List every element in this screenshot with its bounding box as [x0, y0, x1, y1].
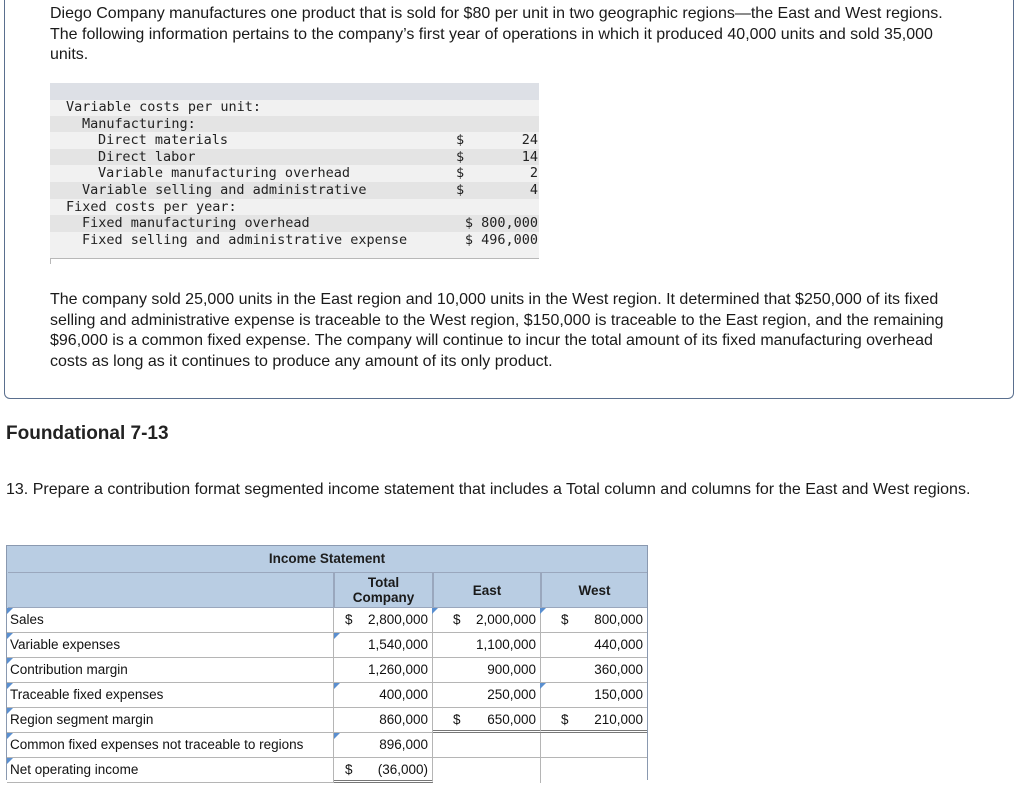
- problem-followup: The company sold 25,000 units in the East region and 10,000 units in the West region. It determined that $250,000 of its fixed selling and administrative expense is traceable to the West region, $150,000 is traceable to the East region, and the remaining $96,000 is a common fixed expense. The company will continue to incur the total amount of its fixed manufacturing overhead costs as long as it continues to produce any amount of its only product.: [50, 291, 944, 370]
- east-cell-input[interactable]: [433, 708, 541, 733]
- dollar-sign: $: [453, 712, 461, 727]
- cost-row: [50, 232, 539, 249]
- total-cell-input[interactable]: [334, 658, 433, 683]
- cell-value: 860,000: [379, 712, 428, 727]
- cell-value: 900,000: [487, 662, 536, 677]
- cell-value: 1,260,000: [367, 662, 428, 677]
- cost-data-box-divider: [50, 258, 539, 264]
- row-label: Variable expenses: [10, 637, 121, 652]
- row-label: Net operating income: [10, 762, 139, 777]
- row-label: Contribution margin: [10, 662, 128, 677]
- cell-value: (36,000): [377, 762, 428, 777]
- west-cell-input[interactable]: [541, 608, 647, 633]
- table-title: Income Statement: [268, 551, 386, 566]
- row-label-input[interactable]: [7, 683, 334, 708]
- row-label-input[interactable]: [7, 608, 334, 633]
- dollar-sign: $: [561, 712, 569, 727]
- cost-row: [50, 116, 539, 133]
- cost-row: [50, 199, 539, 216]
- cell-value: 1,100,000: [475, 637, 536, 652]
- dollar-sign: $: [561, 612, 569, 627]
- west-cell-input[interactable]: [541, 733, 647, 758]
- cell-value: 210,000: [594, 712, 643, 727]
- cell-value: 650,000: [487, 712, 536, 727]
- row-label: Traceable fixed expenses: [10, 687, 164, 702]
- west-cell-input[interactable]: [541, 758, 647, 783]
- east-cell-input[interactable]: [433, 608, 541, 633]
- exercise-heading: Foundational 7-13: [6, 423, 169, 444]
- cost-label: Variable manufacturing overhead: [98, 165, 350, 182]
- west-cell-input[interactable]: [541, 708, 647, 733]
- cell-value: 2,800,000: [367, 612, 428, 627]
- total-column-header: Total Company: [334, 572, 433, 608]
- cost-value: 24: [521, 132, 538, 149]
- cost-row: [50, 99, 539, 116]
- total-cell-input[interactable]: [334, 733, 433, 758]
- cost-label: Fixed manufacturing overhead: [82, 215, 310, 232]
- total-cell-input[interactable]: [334, 608, 433, 633]
- cost-value: 4: [529, 182, 538, 198]
- total-cell-input[interactable]: [334, 758, 433, 783]
- table-row: [7, 708, 647, 733]
- cost-label: Fixed selling and administrative expense: [82, 231, 408, 248]
- cell-value: 800,000: [594, 612, 643, 627]
- cost-label: Variable costs per unit:: [66, 99, 262, 115]
- table-row: [7, 683, 647, 708]
- cost-value: 2: [529, 165, 538, 182]
- cell-value: 1,540,000: [367, 637, 428, 652]
- west-column-header: West: [541, 572, 647, 608]
- cell-value: 896,000: [379, 737, 428, 752]
- table-row: [7, 608, 647, 633]
- cell-value: 2,000,000: [475, 612, 536, 627]
- table-row: [7, 633, 647, 658]
- cell-value: 400,000: [379, 687, 428, 702]
- table-row: [7, 758, 647, 783]
- label-column-header: [8, 572, 334, 608]
- dollar-sign: $: [453, 612, 461, 627]
- dollar-sign: $: [345, 612, 353, 627]
- cost-dollar: $: [456, 148, 465, 165]
- cost-label: Variable selling and administrative: [82, 182, 367, 198]
- row-label: Sales: [10, 612, 44, 627]
- problem-intro: Diego Company manufactures one product that is sold for $80 per unit in two geographic regions—the East and West regions. The following information pertains to the company’s first year of operations in which it produced 40,000 units and sold 35,000 units.: [50, 5, 943, 63]
- cost-row: [50, 132, 539, 149]
- total-cell-input[interactable]: [334, 633, 433, 658]
- cost-value: 14: [521, 148, 538, 165]
- cost-label: Direct labor: [98, 148, 196, 165]
- cell-value: 250,000: [487, 687, 536, 702]
- cell-value: 440,000: [594, 637, 643, 652]
- cost-label: Fixed costs per year:: [66, 198, 237, 215]
- total-cell-input[interactable]: [334, 708, 433, 733]
- total-cell-input[interactable]: [334, 683, 433, 708]
- cost-dollar: $: [456, 182, 465, 198]
- row-label-input[interactable]: [7, 708, 334, 733]
- table-row: [7, 658, 647, 683]
- table-row: [7, 733, 647, 758]
- cell-value: 150,000: [594, 687, 643, 702]
- income-statement-table: [6, 545, 648, 780]
- east-cell-input[interactable]: [433, 733, 541, 758]
- east-cell-input[interactable]: [433, 633, 541, 658]
- cost-row: [50, 149, 539, 166]
- cost-value: $ 496,000: [464, 231, 538, 248]
- cost-row: [50, 165, 539, 182]
- west-cell-input[interactable]: [541, 658, 647, 683]
- east-cell-input[interactable]: [433, 658, 541, 683]
- row-label-input[interactable]: [7, 758, 334, 783]
- cell-value: 360,000: [594, 662, 643, 677]
- east-column-header: East: [433, 572, 541, 608]
- cost-row: [50, 182, 539, 199]
- east-cell-input[interactable]: [433, 758, 541, 783]
- row-label: Common fixed expenses not traceable to regions: [10, 737, 304, 752]
- cost-label: Direct materials: [98, 132, 229, 149]
- cost-row: [50, 215, 539, 232]
- west-cell-input[interactable]: [541, 683, 647, 708]
- row-label-input[interactable]: [7, 658, 334, 683]
- cost-dollar: $: [456, 132, 465, 149]
- cost-value: $ 800,000: [464, 215, 538, 232]
- row-label-input[interactable]: [7, 733, 334, 758]
- row-label-input[interactable]: [7, 633, 334, 658]
- question-text: 13. Prepare a contribution format segmented income statement that includes a Total column and columns for the East and West regions.: [6, 481, 971, 498]
- dollar-sign: $: [345, 762, 353, 777]
- row-label: Region segment margin: [10, 712, 154, 727]
- cost-dollar: $: [456, 165, 465, 182]
- cost-label: Manufacturing:: [82, 115, 196, 132]
- east-cell-input[interactable]: [433, 683, 541, 708]
- west-cell-input[interactable]: [541, 633, 647, 658]
